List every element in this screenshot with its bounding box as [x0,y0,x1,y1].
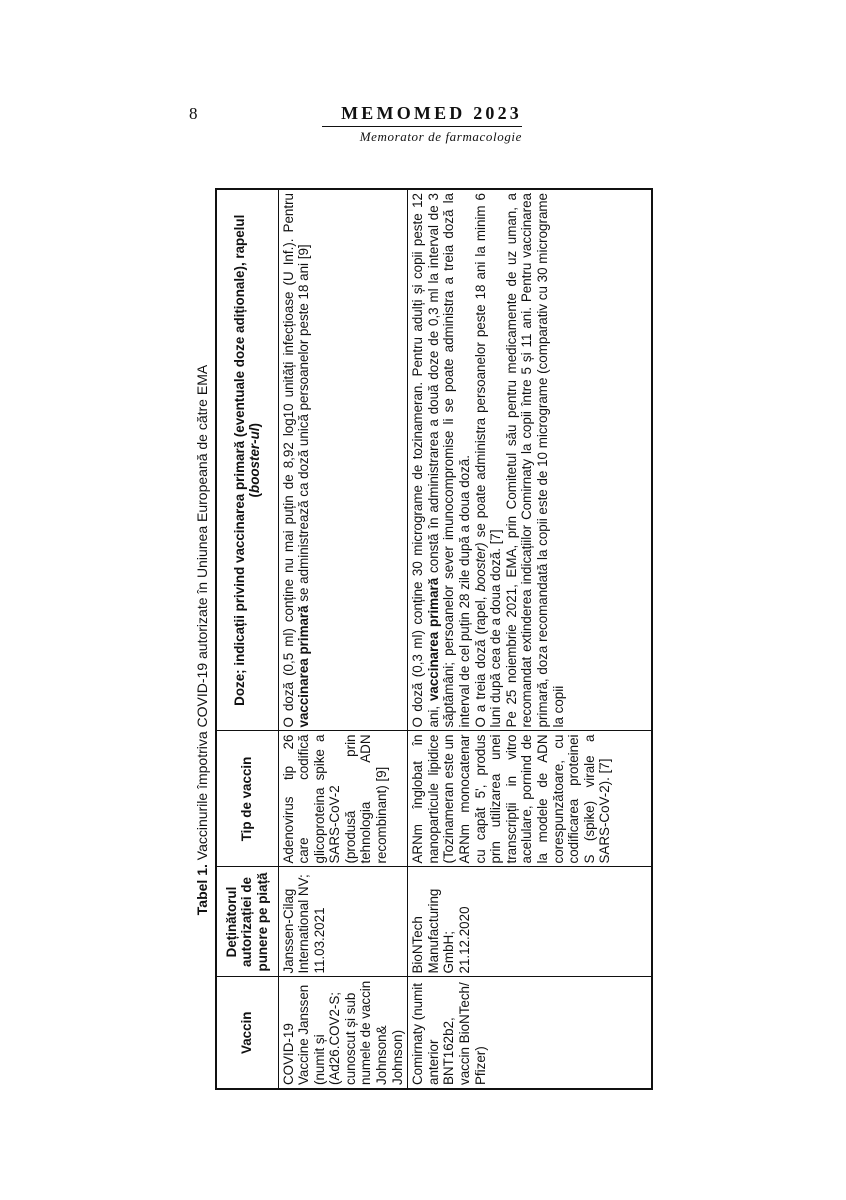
doze-paragraph-1 [410,193,472,728]
rotated-table-region [190,190,654,1090]
header-doze-part2: ) [247,423,263,428]
doze-p1-text: O doză (0,3 ml) conține 30 micrograme de tozinameran. Pentru adulți și copii peste 12 ani, [410,193,441,728]
doze-p1-bold: vaccinarea primară [425,577,441,702]
header-doze [216,189,278,731]
table-caption-text: Vaccinurile împotriva COVID-19 autorizate în Uniunea Europeană de către EMA [194,364,210,865]
doze-p2b-text: se poate administra persoanelor peste 18 ani la minim 6 luni după cea de a doua doză. [7] [472,193,504,728]
doze-p2-italic: booster) [472,542,488,592]
cell-tip-vaccin: Adenovirus tip 26 care codifică glicoproteina spike a SARS-CoV-2 (produsă prin tehnologia ADN recombinant) [9] [278,731,408,867]
table-row [408,189,652,1089]
page-number: 8 [189,104,198,123]
doze-p2a-text: O a treia doză (rapel, [472,591,488,728]
table-caption-label: Tabel 1. [194,864,210,916]
doze-paragraph-2 [473,193,504,728]
table-row [278,189,408,1089]
table-header-row [216,189,278,1089]
doze-text-a: O doză (0,5 ml) conține nu mai puțin de 8,92 log10 unități infecțioase (U Inf.). Pentru [280,193,296,728]
doze-paragraph-3: Pe 25 noiembrie 2021, EMA, prin Comitetul său pentru medicamente de uz uman, a recomandat extinderea indicațiilor Comirnaty la copii între 5 și 11 ani. Pentru vaccinarea primară, doza recomandată la copii este de 10 micrograme (comparativ cu 30 micrograme la copii [503,193,566,728]
doze-p1b-text: constă în administrarea a două doze de 0,3 ml la interval de 3 săptămâni; persoanelor sever imunocompromise li se poate administra a treia doză la interval de cel puțin 28 zile după a doua doză. [425,193,473,728]
table-caption [190,190,214,1090]
doze-text-c: se administrează ca doză unică persoanelor peste 18 ani [9] [296,244,312,606]
journal-title: MEMOMED 2023 [341,103,522,123]
header-divider [322,126,522,127]
cell-tip-vaccin: ARNm înglobat în nanoparticule lipidice (Tozinameran este un ARNm monocatenar cu capăt 5', produs prin utilizarea unei transcripții in vitro acelulare, pornind de la modele de ADN corespunzătoare, cu codificarea proteinei S (spike) virale a SARS-CoV-2). [7] [408,731,652,867]
header-vaccin: Vaccin [216,977,278,1089]
header-detinator: Deținătorul autorizației de punere pe piață [216,867,278,977]
running-header [322,103,522,145]
header-doze-part1: Doze; indicații privind vaccinarea primară (eventuale doze adiționale), rapelul ( [231,214,263,706]
doze-text-bold: vaccinarea primară [296,605,312,728]
cell-vaccin: Comirnaty (numit anterior BNT162b2, vaccin BioNTech/ Pfizer) [408,977,652,1089]
cell-detinator: Janssen-Cilag International NV; 11.03.2021 [278,867,408,977]
cell-doze [278,189,408,731]
cell-vaccin: COVID-19 Vaccine Janssen (numit și (Ad26.COV2-S; cunoscut și sub numele de vaccin Johnson& Johnson) [278,977,408,1089]
journal-subtitle: Memorator de farmacologie [359,129,522,144]
header-tip-vaccin: Tip de vaccin [216,731,278,867]
cell-doze [408,189,652,731]
vaccines-table [215,188,653,1090]
header-doze-booster: booster-ul [247,427,263,493]
cell-detinator: BioNTech Manufacturing GmbH; 21.12.2020 [408,867,652,977]
